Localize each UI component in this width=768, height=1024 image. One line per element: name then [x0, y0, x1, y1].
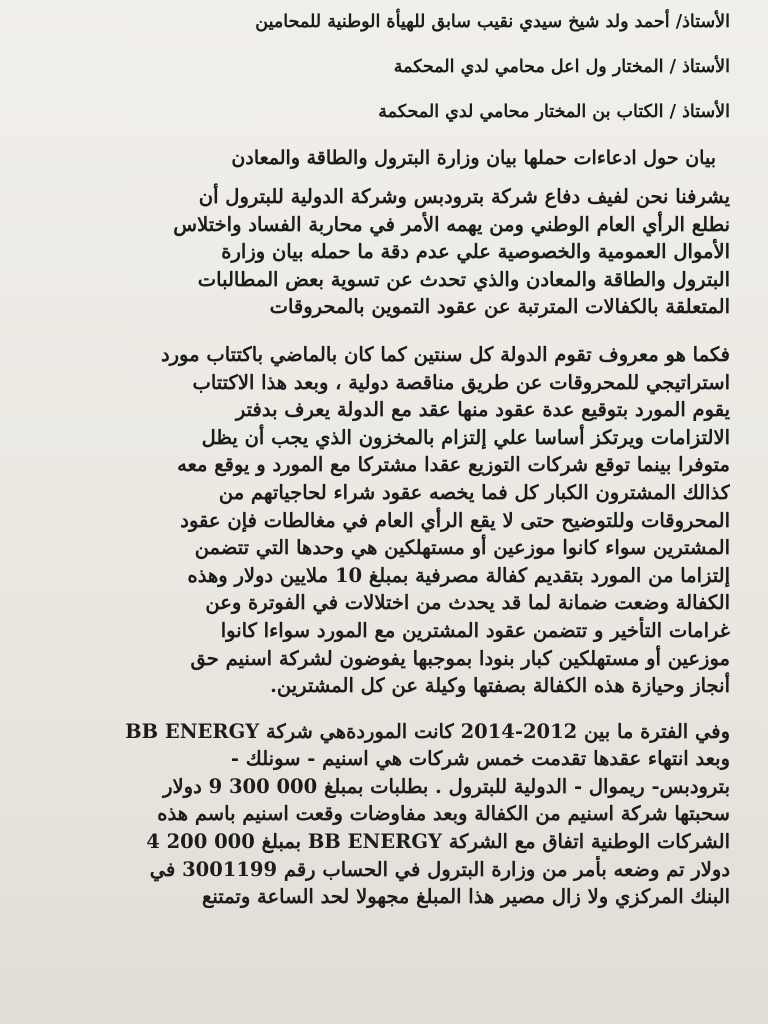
header-block [40, 8, 730, 126]
paragraph-2-line: موزعين أو مستهلكين كبار بنودا بموجبها يفوضون لشركة اسنيم حق [190, 646, 730, 670]
paragraph-2-line: استراتيجي للمحروقات عن طريق مناقصة دولية ، وبعد هذا الاكتتاب [192, 370, 730, 394]
paragraph-2-line: يقوم المورد بتوقيع عدة عقود منها عقد مع الدولة يعرف بدفتر [235, 398, 730, 422]
paragraph-1-line: نطلع الرأي العام الوطني ومن يهمه الأمر في محاربة الفساد واختلاس [173, 212, 730, 236]
paragraph-3-line: وفي الفترة ما بين 2012-2014 كانت الموردةهي شركة BB ENERGY [125, 719, 730, 743]
paragraph-2-line: الالتزامات ويرتكز أساسا علي إلتزام بالمخزون الذي يجب أن يظل [201, 425, 730, 449]
paragraph-3-line: دولار تم وضعه بأمر من وزارة البترول في الحساب رقم 3001199 في [149, 857, 730, 881]
paragraph-3-line: بترودبس- ريموال - الدولية للبترول . بطلبات بمبلغ 000 300 9 دولار [163, 774, 730, 798]
paragraph-2-line: أنجاز وحيازة هذه الكفالة بصفتها وكيلة عن كل المشترين. [270, 674, 730, 698]
header-line-1: الأستاذ/ أحمد ولد شيخ سيدي نقيب سابق للهيأة الوطنية للمحامين [255, 12, 730, 32]
paragraph-2-line: فكما هو معروف تقوم الدولة كل سنتين كما كان بالماضي باكتتاب مورد [160, 342, 730, 366]
paragraph-2-line: المحروقات وللتوضيح حتى لا يقع الرأي العام في مغالطات فإن عقود [180, 508, 730, 532]
paragraph-1 [40, 183, 730, 321]
header-line-2: الأستاذ / المختار ول اعل محامي لدي المحكمة [393, 57, 730, 77]
paragraph-1-line: البترول والطاقة والمعادن والذي تحدث عن تسوية بعض المطالبات [197, 267, 730, 291]
paragraph-2-line: متوفرا بينما توقع شركات التوزيع عقدا مشتركا مع المورد و يوقع معه [177, 453, 730, 477]
paragraph-2 [40, 341, 730, 700]
paragraph-1-line: المتعلقة بالكفالات المترتبة عن عقود التموين بالمحروقات [269, 295, 730, 319]
statement-title: بيان حول ادعاءات حملها بيان وزارة البترول والطاقة والمعادن [231, 147, 716, 169]
paragraph-1-line: يشرفنا نحن لفيف دفاع شركة بترودبس وشركة الدولية للبترول أن [198, 185, 730, 208]
paragraph-2-line: غرامات التأخير و تتضمن عقود المشترين مع المورد سواءا كانوا [220, 618, 730, 642]
paragraph-2-line: الكفالة وضعت ضمانة لما قد يحدث من اختلالات في الفوترة وعن [205, 591, 730, 615]
paragraph-2-line: المشترين سواء كانوا موزعين أو مستهلكين هي وحدها التي تتضمن [194, 536, 730, 560]
statement-document [40, 8, 730, 911]
paragraph-3-line: وبعد انتهاء عقدها تقدمت خمس شركات هي اسنيم - سونلك - [230, 747, 730, 771]
paragraph-3-line: البنك المركزي ولا زال مصير هذا المبلغ مجهولا لحد الساعة وتمتنع [201, 885, 730, 909]
paragraph-3 [40, 718, 730, 911]
paragraph-1-line: الأموال العمومية والخصوصية علي عدم دقة ما حمله بيان وزارة [221, 240, 730, 264]
paragraph-3-line: الشركات الوطنية اتفاق مع الشركة BB ENERGY بمبلغ 000 200 4 [146, 830, 730, 854]
header-line-3: الأستاذ / الكتاب بن المختار محامي لدي المحكمة [378, 102, 730, 122]
paragraph-2-line: إلتزاما من المورد بتقديم كفالة مصرفية بمبلغ 10 ملايين دولار وهذه [187, 563, 730, 587]
paragraph-2-line: كذالك المشترون الكبار كل فما يخصه عقود شراء لحاجياتهم من [218, 480, 730, 504]
paragraph-3-line: سحبتها شركة اسنيم من الكفالة وبعد مفاوضات وقعت اسنيم باسم هذه [157, 802, 730, 826]
